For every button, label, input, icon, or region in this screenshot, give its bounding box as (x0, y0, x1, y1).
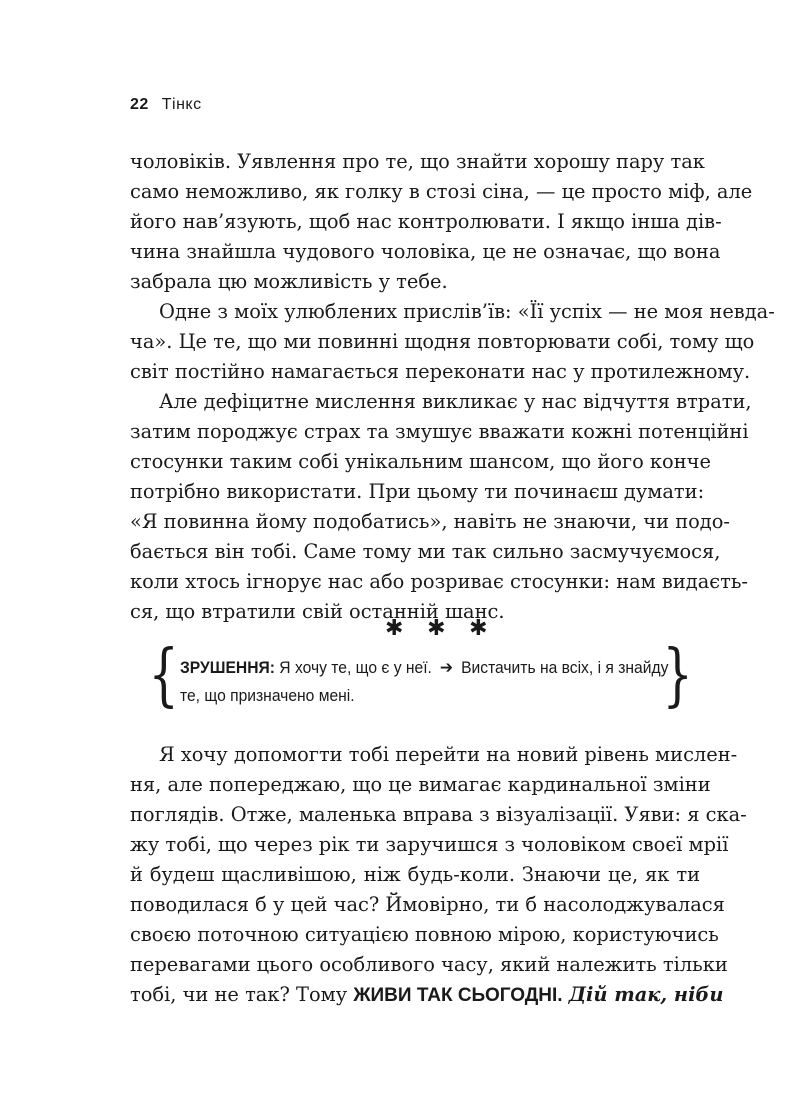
callout-line-2: те, що призначено мені. (180, 686, 355, 705)
text-line-last (130, 980, 724, 1011)
book-title: Тінкс (161, 96, 202, 113)
text-line: ча». Це те, що ми повинні щодня повторювати собі, тому що (130, 330, 755, 353)
text-line: забрала цю можливість у тебе. (130, 270, 448, 293)
text-line: ня, але попереджаю, що це вимагає кардинальної зміни (130, 773, 711, 796)
text-line: бається він тобі. Саме тому ми так сильно засмучуємося, (130, 540, 721, 563)
text-line: потрібно використати. При цьому ти починаєш думати: (130, 480, 705, 503)
page-number: 22 (130, 96, 149, 113)
emphasis-italic: Дій так, ніби (568, 983, 724, 1006)
text-line: своєю поточною ситуацією повною мірою, користуючись (130, 923, 719, 946)
callout-after: Вистачить на всіх, і я знайду (461, 658, 669, 677)
text-line: само неможливо, як голку в стозі сіна, — це просто міф, але (130, 180, 753, 203)
callout-before: Я хочу те, що є у неї. (279, 658, 432, 677)
arrow-right-icon: ➔ (439, 658, 454, 678)
callout-label: ЗРУШЕННЯ: (180, 658, 275, 677)
text-line: затим породжує страх та змушує вважати кожні потенційні (130, 420, 749, 443)
emphasis-caps: ЖИВИ ТАК СЬОГОДНІ. (353, 985, 563, 1006)
text-line: стосунки таким собі унікальним шансом, що його конче (130, 450, 711, 473)
text-line: жу тобі, що через рік ти заручишся з чоловіком своєї мрії (130, 833, 729, 856)
last-line-plain: тобі, чи не так? Тому (130, 983, 348, 1006)
section-separator: ✱ ✱ ✱ (385, 616, 496, 641)
text-line: перевагами цього особливого часу, який належить тільки (130, 953, 728, 976)
text-line: «Я повинна йому подобатись», навіть не знаючи, чи подо- (130, 510, 730, 533)
text-line: Але дефіцитне мислення викликає у нас відчуття втрати, (159, 390, 752, 413)
left-brace: { (148, 636, 179, 715)
text-line: й будеш щасливішою, ніж будь-коли. Знаючи це, як ти (130, 863, 700, 886)
text-line: ся, що втратили свій останній шанс. (130, 600, 505, 623)
text-line: чоловіків. Уявлення про те, що знайти хорошу пару так (130, 150, 705, 173)
text-line: світ постійно намагається переконати нас у протилежному. (130, 360, 751, 383)
text-line: коли хтось ігнорує нас або розриває стосунки: нам видаєть- (130, 570, 748, 593)
text-line: Я хочу допомогти тобі перейти на новий рівень мислен- (159, 743, 738, 766)
right-brace: } (662, 636, 693, 715)
text-line: Одне з моїх улюблених прислів’їв: «Її успіх — не моя невда- (159, 300, 775, 323)
running-head (130, 96, 202, 114)
text-line: чина знайшла чудового чоловіка, це не означає, що вона (130, 240, 721, 263)
text-line: його нав’язують, щоб нас контролювати. І якщо інша дів- (130, 210, 722, 233)
text-line: поводилася б у цей час? Ймовірно, ти б насолоджувалася (130, 893, 725, 916)
text-line: поглядів. Отже, маленька вправа з візуалізації. Уяви: я ска- (130, 803, 747, 826)
callout-line-1 (180, 654, 668, 682)
